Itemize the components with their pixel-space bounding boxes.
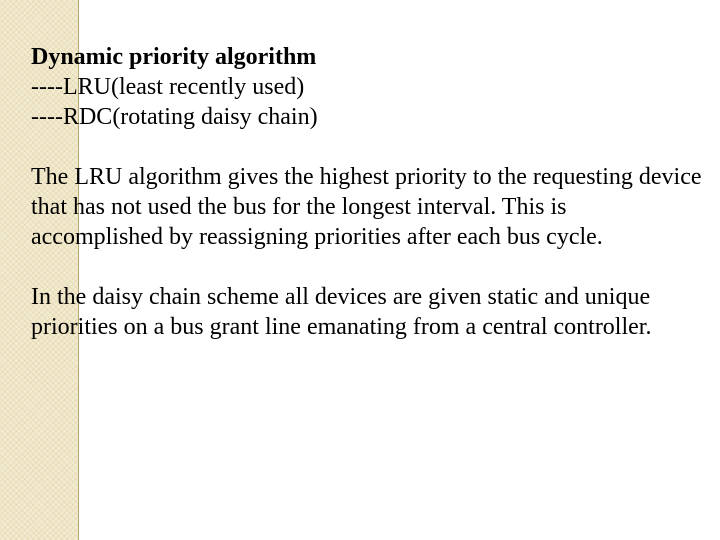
list-item-lru: ----LRU(least recently used) [31,74,305,100]
spacer [31,252,703,282]
paragraph-lru: The LRU algorithm gives the highest priority to the requesting device that has not used the bus for the longest interval. This is accomplished by reassigning priorities after each bus cycle. [31,164,702,250]
spacer [31,132,703,162]
paragraph-daisy-chain: In the daisy chain scheme all devices are given static and unique priorities on a bus grant line emanating from a central controller. [31,284,652,340]
slide-content [31,42,703,342]
list-item-rdc: ----RDC(rotating daisy chain) [31,104,318,130]
slide-heading: Dynamic priority algorithm [31,44,317,70]
